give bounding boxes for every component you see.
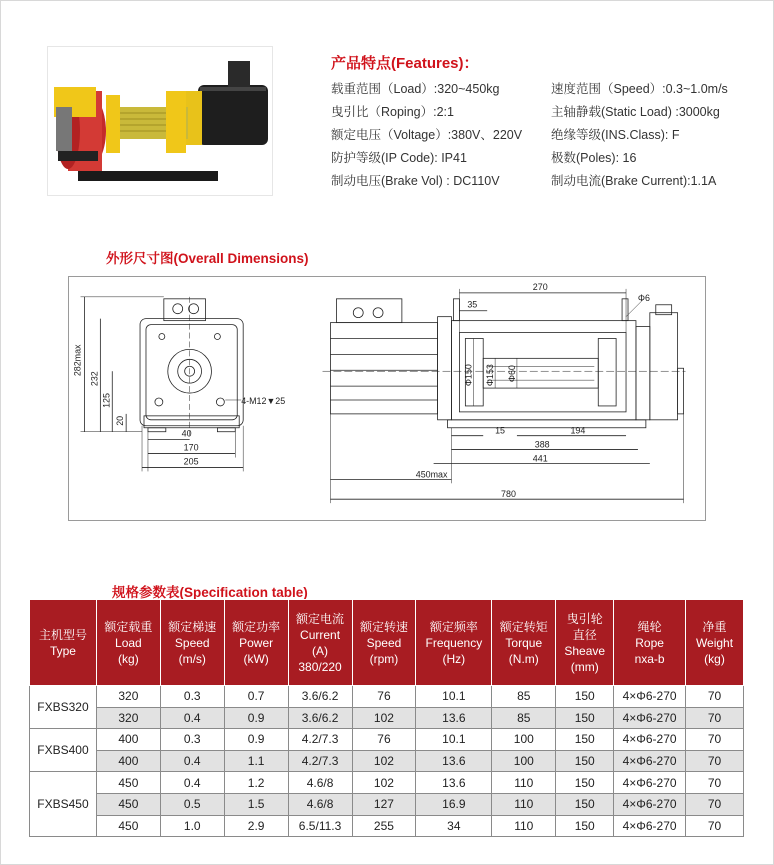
table-cell: 400: [96, 750, 160, 772]
table-cell: 4×Φ6-270: [614, 815, 686, 837]
dim-205-label: 205: [183, 456, 199, 467]
table-cell: 100: [492, 729, 556, 751]
table-cell: 76: [352, 729, 416, 751]
column-header-line: Load: [115, 635, 142, 650]
column-header: [556, 600, 614, 686]
table-cell: 76: [352, 686, 416, 708]
table-cell: 4.2/7.3: [288, 750, 352, 772]
column-header-line: (Hz): [442, 651, 466, 666]
table-cell: 1.1: [224, 750, 288, 772]
table-cell: 1.0: [160, 815, 224, 837]
table-cell: 450: [96, 815, 160, 837]
table-cell: 400: [96, 729, 160, 751]
dim-125-label: 125: [101, 393, 112, 408]
table-cell: 70: [686, 815, 744, 837]
dim-780-label: 780: [501, 489, 516, 500]
features-section: [331, 52, 761, 190]
column-header-line: 380/220: [298, 659, 342, 674]
table-cell: 4×Φ6-270: [614, 707, 686, 729]
column-header: [352, 600, 416, 686]
dim-170-label: 170: [183, 442, 199, 453]
column-header-line: Speed: [174, 635, 210, 650]
table-cell: 110: [492, 815, 556, 837]
table-row: [30, 686, 744, 708]
table-cell: 150: [556, 750, 614, 772]
dim-40-label: 40: [181, 428, 192, 439]
column-header: [96, 600, 160, 686]
table-cell: 150: [556, 793, 614, 815]
model-type-cell: FXBS450: [30, 772, 97, 837]
table-cell: 4×Φ6-270: [614, 772, 686, 794]
table-cell: 0.4: [160, 707, 224, 729]
table-cell: 70: [686, 750, 744, 772]
dimensions-title: 外形尺寸图(Overall Dimensions): [106, 251, 309, 266]
column-header: [416, 600, 492, 686]
column-header-line: 额定功率: [232, 619, 281, 634]
feature-load: 载重范围（Load）:320~450kg: [331, 82, 500, 96]
table-cell: 127: [352, 793, 416, 815]
column-header-line: Power: [239, 635, 274, 650]
table-cell: 320: [96, 707, 160, 729]
feature-voltage: 额定电压（Voltage）:380V、220V: [331, 128, 523, 142]
table-cell: 85: [492, 707, 556, 729]
column-header: [288, 600, 352, 686]
table-cell: 0.3: [160, 686, 224, 708]
column-header-line: 主机型号: [38, 627, 87, 642]
column-header-line: 绳轮: [637, 619, 662, 634]
dim-phi153-label: Φ153: [485, 364, 496, 387]
table-row: [30, 729, 744, 751]
column-header-line: 额定载重: [104, 619, 153, 634]
feature-roping: 曳引比（Roping）:2:1: [331, 105, 454, 119]
table-row: [30, 707, 744, 729]
table-row: [30, 793, 744, 815]
feature-poles: 极数(Poles): 16: [551, 151, 637, 165]
table-cell: 16.9: [416, 793, 492, 815]
table-cell: 0.4: [160, 772, 224, 794]
feature-ins-class: 绝缘等级(INS.Class): F: [551, 128, 680, 142]
column-header-line: Rope: [635, 635, 664, 650]
column-header-line: 净重: [702, 619, 727, 634]
column-header-line: 额定转矩: [499, 619, 548, 634]
feature-brake-current: 制动电流(Brake Current):1.1A: [551, 174, 717, 188]
table-cell: 4×Φ6-270: [614, 686, 686, 708]
dim-phi6-label: Φ6: [637, 292, 650, 303]
model-type-cell: FXBS400: [30, 729, 97, 772]
table-cell: 0.9: [224, 729, 288, 751]
table-cell: 100: [492, 750, 556, 772]
table-cell: 70: [686, 793, 744, 815]
table-cell: 4×Φ6-270: [614, 750, 686, 772]
dim-282-label: 282max: [72, 344, 83, 377]
product-photo: [47, 46, 273, 196]
table-cell: 1.2: [224, 772, 288, 794]
dim-388-label: 388: [534, 439, 550, 450]
column-header-line: Type: [49, 643, 76, 658]
column-header: [686, 600, 744, 686]
table-cell: 4.6/8: [288, 772, 352, 794]
table-cell: 450: [96, 772, 160, 794]
table-cell: 150: [556, 729, 614, 751]
column-header-line: (mm): [570, 659, 599, 674]
table-cell: 0.3: [160, 729, 224, 751]
table-cell: 150: [556, 707, 614, 729]
table-cell: 0.4: [160, 750, 224, 772]
table-cell: 85: [492, 686, 556, 708]
dim-15-label: 15: [495, 425, 506, 436]
dim-450-label: 450max: [415, 469, 448, 480]
table-cell: 0.9: [224, 707, 288, 729]
table-cell: 34: [416, 815, 492, 837]
table-cell: 110: [492, 772, 556, 794]
table-cell: 6.5/11.3: [288, 815, 352, 837]
table-cell: 110: [492, 793, 556, 815]
column-header-line: 额定频率: [429, 619, 478, 634]
column-header: [492, 600, 556, 686]
column-header-line: (m/s): [178, 651, 206, 666]
table-row: [30, 772, 744, 794]
table-cell: 70: [686, 772, 744, 794]
feature-brake-vol: 制动电压(Brake Vol) : DC110V: [331, 174, 500, 188]
column-header-line: nxa-b: [634, 651, 665, 666]
table-cell: 102: [352, 750, 416, 772]
dim-270-label: 270: [532, 281, 548, 292]
column-header-line: (rpm): [369, 651, 399, 666]
spec-table-header: [30, 600, 744, 686]
column-header-line: (A): [312, 643, 329, 658]
feature-speed: 速度范围（Speed）:0.3~1.0m/s: [551, 82, 728, 96]
table-cell: 4.6/8: [288, 793, 352, 815]
dim-phi60-label: Φ60: [506, 365, 517, 383]
table-row: [30, 750, 744, 772]
column-header: [160, 600, 224, 686]
dim-m12-label: 4-M12▼25: [241, 395, 286, 406]
dim-194-label: 194: [570, 425, 586, 436]
table-cell: 0.7: [224, 686, 288, 708]
column-header-line: (N.m): [508, 651, 539, 666]
table-cell: 150: [556, 772, 614, 794]
header-row: [30, 600, 744, 686]
table-cell: 102: [352, 772, 416, 794]
column-header-line: 额定梯速: [168, 619, 217, 634]
column-header-line: Speed: [366, 635, 402, 650]
table-cell: 3.6/6.2: [288, 707, 352, 729]
table-cell: 70: [686, 729, 744, 751]
features-title: 产品特点(Features)：: [331, 55, 479, 72]
dim-35-label: 35: [467, 299, 478, 310]
column-header: [224, 600, 288, 686]
column-header-line: Current: [300, 627, 341, 642]
spec-table: [29, 599, 744, 837]
dim-phi150-label: Φ150: [463, 364, 474, 387]
column-header: [614, 600, 686, 686]
table-cell: 4×Φ6-270: [614, 793, 686, 815]
column-header-line: (kg): [704, 651, 725, 666]
table-cell: 2.9: [224, 815, 288, 837]
column-header-line: 额定转速: [359, 619, 408, 634]
column-header-line: Sheave: [564, 643, 606, 658]
table-cell: 70: [686, 707, 744, 729]
column-header-line: (kg): [118, 651, 139, 666]
column-header-line: 直径: [572, 627, 597, 642]
table-cell: 4.2/7.3: [288, 729, 352, 751]
table-cell: 10.1: [416, 729, 492, 751]
dim-232-label: 232: [89, 371, 100, 387]
dim-20-label: 20: [115, 415, 126, 426]
table-cell: 450: [96, 793, 160, 815]
table-cell: 102: [352, 707, 416, 729]
table-cell: 13.6: [416, 772, 492, 794]
column-header-line: 额定电流: [296, 611, 345, 626]
column-header: [30, 600, 97, 686]
spec-table-body: [30, 686, 744, 837]
table-cell: 150: [556, 686, 614, 708]
table-cell: 320: [96, 686, 160, 708]
model-type-cell: FXBS320: [30, 686, 97, 729]
table-cell: 4×Φ6-270: [614, 729, 686, 751]
feature-ip-code: 防护等级(IP Code): IP41: [331, 151, 467, 165]
table-cell: 70: [686, 686, 744, 708]
column-header-line: Weight: [695, 635, 734, 650]
table-cell: 0.5: [160, 793, 224, 815]
column-header-line: (kW): [243, 651, 269, 666]
table-cell: 255: [352, 815, 416, 837]
dimension-drawing: [68, 276, 706, 521]
table-row: [30, 815, 744, 837]
column-header-line: Torque: [505, 635, 543, 650]
spec-title: 规格参数表(Specification table): [112, 585, 308, 600]
column-header-line: Frequency: [425, 635, 483, 650]
table-cell: 1.5: [224, 793, 288, 815]
table-cell: 10.1: [416, 686, 492, 708]
dim-441-label: 441: [532, 453, 548, 464]
table-cell: 3.6/6.2: [288, 686, 352, 708]
table-cell: 13.6: [416, 707, 492, 729]
table-cell: 13.6: [416, 750, 492, 772]
feature-static-load: 主轴静载(Static Load) :3000kg: [551, 105, 720, 119]
column-header-line: 曳引轮: [566, 611, 603, 626]
features-list: [331, 80, 761, 190]
table-cell: 150: [556, 815, 614, 837]
